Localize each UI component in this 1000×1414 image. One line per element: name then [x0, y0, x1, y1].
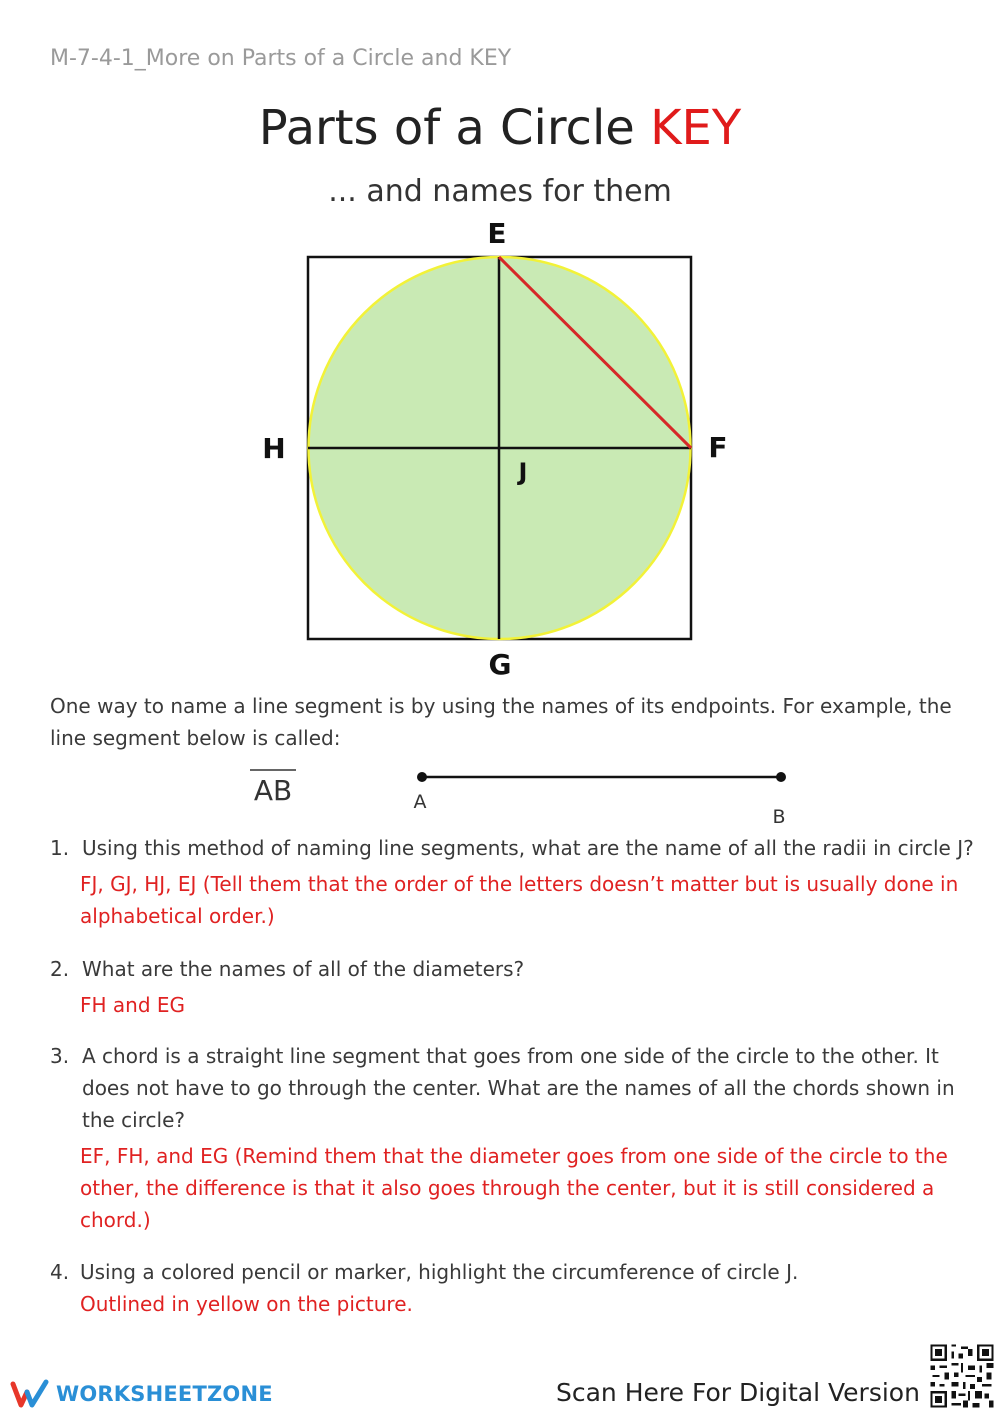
question-text: What are the names of all of the diameters? [82, 957, 525, 981]
question-number: 2. [50, 957, 70, 981]
question-text: Using a colored pencil or marker, highlight the circumference of circle J. [80, 1260, 799, 1284]
qr-code-icon[interactable] [928, 1342, 996, 1410]
question-2 [50, 953, 980, 1021]
page-subtitle: ... and names for them [328, 174, 672, 209]
logo-text: WORKSHEETZONE [56, 1382, 273, 1406]
intro-text: One way to name a line segment is by using the names of its endpoints. For example, the line segment below is called: [50, 694, 952, 750]
endpoint-b-dot [776, 772, 786, 782]
label-f: F [708, 431, 728, 464]
question-number: 1. [50, 836, 70, 860]
question-3 [50, 1040, 980, 1236]
answer-text: FJ, GJ, HJ, EJ (Tell them that the order of the letters doesn’t matter but is usually done in alphabetical order.) [80, 872, 959, 928]
label-e: E [487, 217, 507, 250]
endpoint-b-label: B [772, 806, 786, 828]
question-number: 4. [50, 1260, 70, 1284]
scan-caption: Scan Here For Digital Version [556, 1378, 920, 1407]
endpoint-a-label: A [413, 791, 427, 813]
title-text: Parts of a Circle [258, 100, 651, 156]
document-code: M-7-4-1_More on Parts of a Circle and KEY [50, 46, 512, 71]
page-title [0, 100, 1000, 156]
endpoint-a-dot [417, 772, 427, 782]
circle-diagram [240, 210, 760, 680]
question-4 [50, 1256, 980, 1320]
label-g: G [488, 648, 512, 680]
logo-mark-icon [10, 1378, 50, 1410]
worksheetzone-logo[interactable] [10, 1376, 273, 1412]
label-j: J [518, 458, 528, 486]
answer-text: FH and EG [80, 993, 186, 1017]
question-1 [50, 832, 980, 932]
answer-text: Outlined in yellow on the picture. [80, 1292, 413, 1316]
answer-text: EF, FH, and EG (Remind them that the diameter goes from one side of the circle to the other, the difference is that it also goes through the center, but it is still considered a chord.) [80, 1144, 948, 1232]
segment-ab-figure [240, 758, 800, 836]
question-text: Using this method of naming line segments, what are the name of all the radii in circle J? [82, 836, 974, 860]
title-key: KEY [650, 100, 742, 156]
question-number: 3. [50, 1044, 70, 1068]
question-text: A chord is a straight line segment that goes from one side of the circle to the other. It does not have to go through the center. What are the names of all the chords shown in the circle? [82, 1044, 955, 1132]
label-h: H [262, 432, 286, 465]
segment-name: AB [253, 774, 293, 807]
